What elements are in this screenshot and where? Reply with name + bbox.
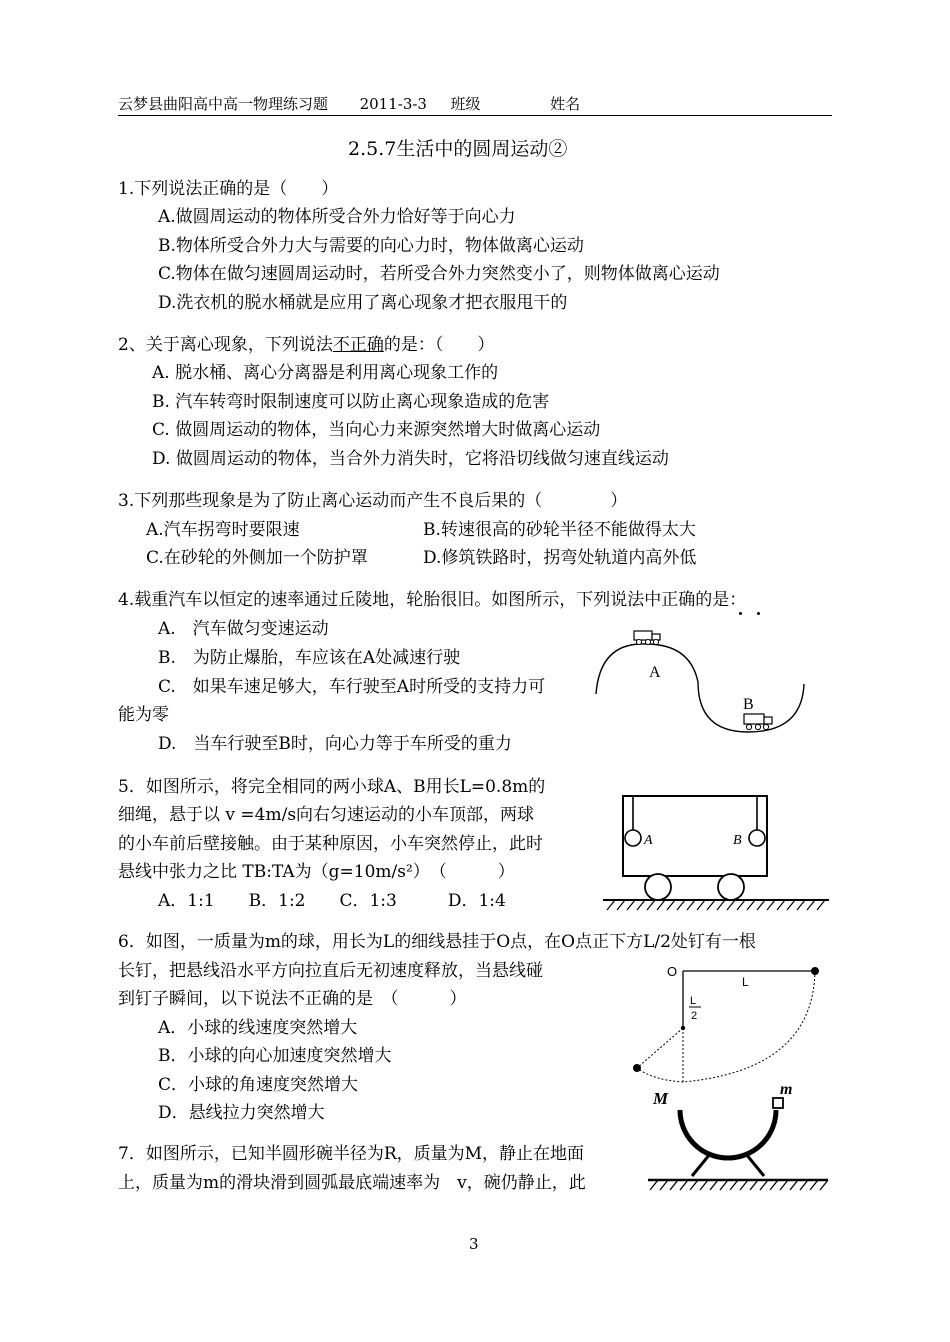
fig-small-m-label: m	[780, 1081, 793, 1098]
q2-stem-pre: 2、关于离心现象，下列说法	[118, 335, 333, 355]
emphasis-dot	[739, 612, 742, 615]
q2-option-d: D. 做圆周运动的物体，当合外力消失时，它将沿切线做匀速直线运动	[152, 449, 669, 469]
ball-a	[625, 830, 641, 846]
ground-hatch	[650, 1180, 828, 1190]
ground-hatch	[607, 900, 825, 910]
q2-stem	[118, 334, 494, 356]
q2-stem-underlined: 不正确	[332, 335, 384, 355]
q2-option-a: A. 脱水桶、离心分离器是利用离心现象工作的	[152, 363, 499, 383]
q3-stem: 3.下列那些现象是为了防止离心运动而产生不良后果的（ ）	[118, 491, 628, 511]
bowl-diagram	[648, 1078, 830, 1198]
q6-option-b: B．小球的向心加速度突然增大	[158, 1046, 392, 1066]
q5-line4: 悬线中张力之比 TB:TA为（g=10m/s²） （ ）	[118, 862, 515, 882]
fig-half-den: 2	[691, 1010, 698, 1022]
q7-line1: 7．如图所示，已知半圆形碗半径为R，质量为M，静止在地面	[118, 1144, 585, 1164]
ball-end	[633, 1064, 641, 1072]
q4-option-b: B. 为防止爆胎，车应该在A处减速行驶	[158, 648, 461, 668]
q5-line3: 的小车前后壁接触。由于某种原因，小车突然停止，此时	[118, 834, 543, 854]
fig-label-b: B	[743, 696, 754, 713]
q3-option-c: C.在砂轮的外侧加一个防护罩	[146, 548, 368, 568]
emphasis-dot	[757, 612, 760, 615]
q6-option-d: D．悬线拉力突然增大	[158, 1103, 325, 1123]
fig-ball-a-label: A	[644, 833, 653, 848]
wheel-icon	[645, 874, 671, 900]
cart-diagram	[603, 790, 831, 912]
q6-option-a: A．小球的线速度突然增大	[158, 1018, 358, 1038]
q2-stem-post: 的是：（ ）	[383, 335, 495, 355]
header-school: 云梦县曲阳高中高一物理练习题	[118, 95, 329, 113]
q1-option-c: C.物体在做匀速圆周运动时，若所受合外力突然变小了，则物体做离心运动	[158, 264, 720, 284]
q4-option-c-line1: C. 如果车速足够大，车行驶至A时所受的支持力可	[158, 677, 546, 697]
q6-line3: 到钉子瞬间，以下说法不正确的是 （ ）	[118, 989, 467, 1009]
fig-o-label: O	[667, 964, 678, 979]
q3-option-a: A.汽车拐弯时要限速	[146, 520, 300, 540]
q4-option-a: A. 汽车做匀变速运动	[158, 619, 329, 639]
header	[118, 93, 580, 114]
q6-line1: 6．如图，一质量为m的球，用长为L的细线悬挂于O点，在O点正下方L/2处钉有一根	[118, 932, 756, 952]
page-number: 3	[469, 1235, 479, 1253]
q5-line2: 细绳，悬于以 v =4m/s向右匀速运动的小车顶部，两球	[118, 805, 535, 825]
pendulum-diagram	[625, 960, 830, 1085]
q3-option-d: D.修筑铁路时，拐弯处轨道内高外低	[423, 548, 697, 568]
q2-option-c: C. 做圆周运动的物体，当向心力来源突然增大时做离心运动	[152, 420, 601, 440]
page-title: 2.5.7生活中的圆周运动②	[348, 138, 568, 160]
q6-option-c: C．小球的角速度突然增大	[158, 1075, 359, 1095]
q1-option-a: A.做圆周运动的物体所受合外力恰好等于向心力	[158, 207, 516, 227]
q1-option-d: D.洗衣机的脱水桶就是应用了离心现象才把衣服甩干的	[158, 293, 568, 313]
fig-l-label: L	[742, 975, 749, 989]
q1-stem: 1.下列说法正确的是（ ）	[118, 179, 339, 199]
fig-label-a: A	[649, 664, 661, 681]
q1-option-b: B.物体所受合外力大与需要的向心力时，物体做离心运动	[158, 236, 584, 256]
q3-option-b: B.转速很高的砂轮半径不能做得太大	[423, 520, 696, 540]
wheel-icon	[718, 874, 744, 900]
fig-big-m-label: M	[653, 1089, 669, 1108]
fig-half-num: L	[690, 995, 697, 1007]
truck-icon-top	[634, 631, 660, 645]
q4-option-c-line2: 能为零	[118, 705, 169, 725]
slider-block	[773, 1098, 783, 1108]
q5-line1: 5．如图所示，将完全相同的两小球A、B用长L=0.8m的	[118, 777, 546, 797]
header-date: 2011-3-3	[359, 95, 427, 113]
ball-b	[749, 830, 765, 846]
q7-line2: 上，质量为m的滑块滑到圆弧最底端速率为 v，碗仍静止，此	[118, 1173, 586, 1193]
q5-options: A．1:1 B．1:2 C．1:3 D．1:4	[158, 891, 506, 911]
hill-road-diagram	[590, 622, 815, 737]
header-class-label: 班级	[450, 95, 481, 113]
truck-icon-bottom	[744, 714, 772, 730]
header-name-label: 姓名	[550, 95, 581, 113]
q4-stem: 4.载重汽车以恒定的速率通过丘陵地，轮胎很旧。如图所示，下列说法中正确的是：	[118, 590, 747, 610]
header-rule	[118, 115, 832, 116]
q4-option-d: D. 当车行驶至B时，向心力等于车所受的重力	[158, 734, 512, 754]
fig-ball-b-label: B	[733, 833, 742, 848]
q6-line2: 长钉，把悬线沿水平方向拉直后无初速度释放，当悬线碰	[118, 961, 543, 981]
q2-option-b: B. 汽车转弯时限制速度可以防止离心现象造成的危害	[152, 392, 550, 412]
